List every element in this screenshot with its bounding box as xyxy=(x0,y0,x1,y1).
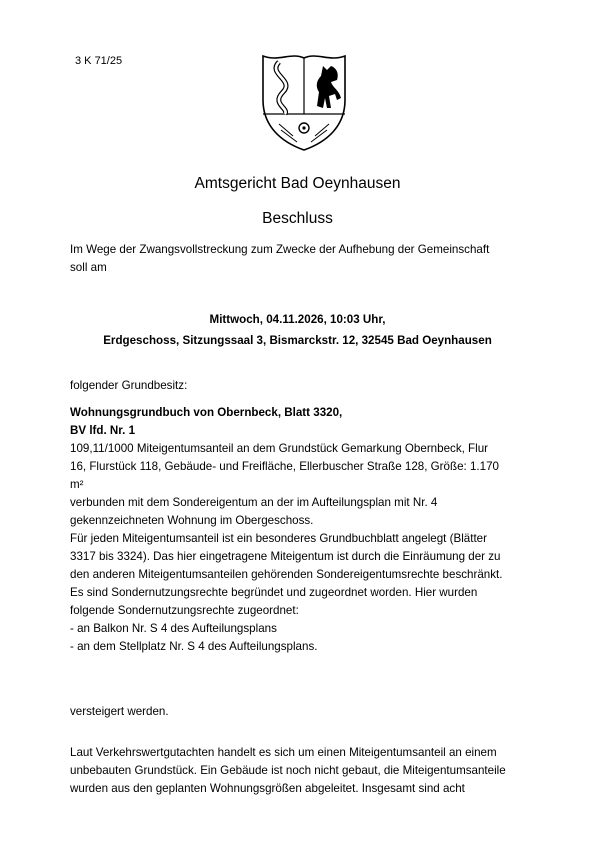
property-line: Es sind Sondernutzungsrechte begründet und zugeordnet worden. Hier wurden xyxy=(70,586,478,599)
valuation-line: wurden aus den geplanten Wohnungsgrößen abgeleitet. Insgesamt sind acht xyxy=(70,782,465,795)
court-name: Amtsgericht Bad Oeynhausen xyxy=(194,175,401,192)
auction-date-place xyxy=(0,309,595,351)
valuation-line: Laut Verkehrswertgutachten handelt es sich um einen Miteigentumsanteil an einem xyxy=(70,746,497,759)
intro-line: Im Wege der Zwangsvollstreckung zum Zwecke der Aufhebung der Gemeinschaft xyxy=(70,243,490,256)
property-line: - an Balkon Nr. S 4 des Aufteilungsplans xyxy=(70,622,277,635)
valuation-line: unbebauten Grundstück. Ein Gebäude ist noch nicht gebaut, die Miteigentumsanteile xyxy=(70,764,506,777)
case-number: 3 K 71/25 xyxy=(75,55,123,67)
property-line: verbunden mit dem Sondereigentum an der im Aufteilungsplan mit Nr. 4 xyxy=(70,496,438,509)
property-line: m² xyxy=(70,478,84,491)
property-line: folgende Sondernutzungsrechte zugeordnet: xyxy=(70,604,299,617)
property-line: den anderen Miteigentumsanteilen gehörenden Sondereigentumsrechte beschränkt. xyxy=(70,568,503,581)
versteigert-text: versteigert werden. xyxy=(70,705,169,718)
property-line: 3317 bis 3324). Das hier eingetragene Miteigentum ist durch die Einräumung der zu xyxy=(70,550,501,563)
property-line: 109,11/1000 Miteigentumsanteil an dem Grundstück Gemarkung Obernbeck, Flur xyxy=(70,442,489,455)
property-line: gekennzeichneten Wohnung im Obergeschoss. xyxy=(70,514,314,527)
nrw-coat-of-arms-icon xyxy=(259,52,349,152)
property-line: 16, Flurstück 118, Gebäude- und Freifläche, Ellerbuscher Straße 128, Größe: 1.170 xyxy=(70,460,499,473)
intro-line: soll am xyxy=(70,261,107,274)
property-line: - an dem Stellplatz Nr. S 4 des Aufteilungsplans. xyxy=(70,640,318,653)
auction-place: Erdgeschoss, Sitzungssaal 3, Bismarckstr. 12, 32545 Bad Oeynhausen xyxy=(103,334,492,347)
property-number: BV lfd. Nr. 1 xyxy=(70,424,136,437)
property-intro: folgender Grundbesitz: xyxy=(70,379,188,392)
intro-paragraph xyxy=(70,241,540,277)
document-title: Beschluss xyxy=(262,210,333,227)
property-heading: Wohnungsgrundbuch von Obernbeck, Blatt 3320, xyxy=(70,406,343,419)
property-description xyxy=(70,404,532,656)
valuation-paragraph xyxy=(70,744,540,798)
property-line: Für jeden Miteigentumsanteil ist ein besonderes Grundbuchblatt angelegt (Blätter xyxy=(70,532,487,545)
auction-date: Mittwoch, 04.11.2026, 10:03 Uhr, xyxy=(209,313,386,326)
